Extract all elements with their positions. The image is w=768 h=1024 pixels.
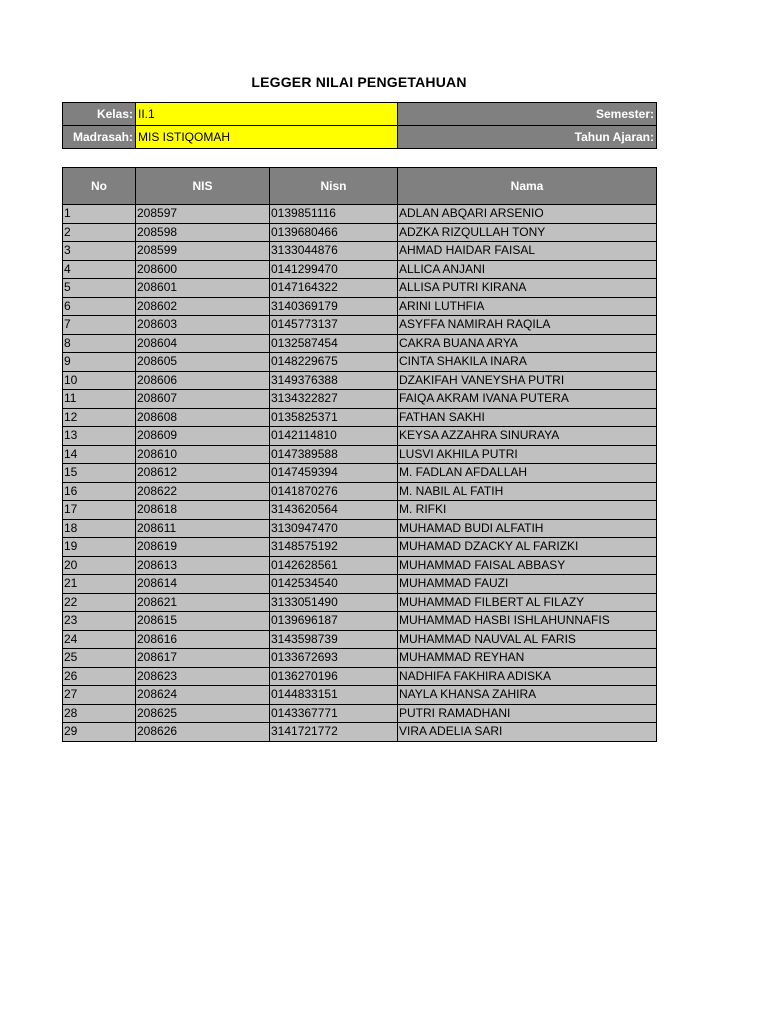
cell-nisn[interactable]: 0141299470 — [270, 260, 398, 279]
cell-nisn[interactable]: 0148229675 — [270, 353, 398, 372]
cell-nis[interactable]: 208616 — [136, 630, 270, 649]
table-row — [63, 593, 657, 612]
table-row — [63, 242, 657, 261]
cell-nisn[interactable]: 0145773137 — [270, 316, 398, 335]
cell-nis[interactable]: 208614 — [136, 575, 270, 594]
table-row — [63, 353, 657, 372]
table-row — [63, 464, 657, 483]
table-row — [63, 630, 657, 649]
cell-nisn[interactable]: 0139696187 — [270, 612, 398, 631]
cell-nis[interactable]: 208603 — [136, 316, 270, 335]
cell-nis[interactable]: 208617 — [136, 649, 270, 668]
cell-no[interactable]: 16 — [63, 482, 136, 501]
cell-nama[interactable]: ADLAN ABQARI ARSENIO — [398, 205, 657, 224]
kelas-row — [63, 103, 657, 126]
cell-nisn[interactable]: 0141870276 — [270, 482, 398, 501]
cell-nisn[interactable]: 0135825371 — [270, 408, 398, 427]
madrasah-label: Madrasah: — [63, 126, 136, 149]
cell-no[interactable]: 26 — [63, 667, 136, 686]
cell-no[interactable]: 27 — [63, 686, 136, 705]
cell-nama[interactable]: AHMAD HAIDAR FAISAL — [398, 242, 657, 261]
table-row — [63, 297, 657, 316]
page-title: LEGGER NILAI PENGETAHUAN — [251, 74, 467, 90]
cell-no[interactable]: 15 — [63, 464, 136, 483]
cell-no[interactable]: 7 — [63, 316, 136, 335]
table-row — [63, 575, 657, 594]
cell-no[interactable]: 19 — [63, 538, 136, 557]
cell-nama[interactable]: ALLISA PUTRI KIRANA — [398, 279, 657, 298]
cell-no[interactable]: 9 — [63, 353, 136, 372]
cell-nisn[interactable]: 3141721772 — [270, 723, 398, 742]
cell-nama[interactable]: MUHAMMAD NAUVAL AL FARIS — [398, 630, 657, 649]
table-row — [63, 519, 657, 538]
madrasah-value[interactable]: MIS ISTIQOMAH — [136, 126, 398, 149]
cell-nama[interactable]: LUSVI AKHILA PUTRI — [398, 445, 657, 464]
table-row — [63, 408, 657, 427]
cell-nama[interactable]: DZAKIFAH VANEYSHA PUTRI — [398, 371, 657, 390]
cell-nisn[interactable]: 0142114810 — [270, 427, 398, 446]
cell-nis[interactable]: 208618 — [136, 501, 270, 520]
info-table — [62, 102, 657, 149]
cell-nisn[interactable]: 0147459394 — [270, 464, 398, 483]
cell-no[interactable]: 11 — [63, 390, 136, 409]
cell-nama[interactable]: MUHAMMAD FAISAL ABBASY — [398, 556, 657, 575]
cell-nis[interactable]: 208623 — [136, 667, 270, 686]
cell-nis[interactable]: 208597 — [136, 205, 270, 224]
cell-no[interactable]: 1 — [63, 205, 136, 224]
table-row — [63, 686, 657, 705]
cell-nis[interactable]: 208601 — [136, 279, 270, 298]
cell-nisn[interactable]: 0132587454 — [270, 334, 398, 353]
cell-nisn[interactable]: 3149376388 — [270, 371, 398, 390]
cell-nama[interactable]: FATHAN SAKHI — [398, 408, 657, 427]
table-row — [63, 501, 657, 520]
cell-nisn[interactable]: 3130947470 — [270, 519, 398, 538]
cell-nis[interactable]: 208626 — [136, 723, 270, 742]
cell-nisn[interactable]: 0142534540 — [270, 575, 398, 594]
cell-nis[interactable]: 208624 — [136, 686, 270, 705]
cell-no[interactable]: 28 — [63, 704, 136, 723]
cell-no[interactable]: 14 — [63, 445, 136, 464]
table-row — [63, 316, 657, 335]
cell-nis[interactable]: 208608 — [136, 408, 270, 427]
cell-no[interactable]: 24 — [63, 630, 136, 649]
cell-nisn[interactable]: 3143620564 — [270, 501, 398, 520]
header-nama: Nama — [398, 168, 657, 205]
cell-no[interactable]: 22 — [63, 593, 136, 612]
cell-nama[interactable]: ASYFFA NAMIRAH RAQILA — [398, 316, 657, 335]
cell-nisn[interactable]: 0139680466 — [270, 223, 398, 242]
cell-nis[interactable]: 208615 — [136, 612, 270, 631]
cell-no[interactable]: 3 — [63, 242, 136, 261]
tahun-ajaran-label: Tahun Ajaran: — [398, 126, 657, 149]
header-nisn: Nisn — [270, 168, 398, 205]
cell-nisn[interactable]: 3143598739 — [270, 630, 398, 649]
table-header-row — [63, 168, 657, 205]
cell-nis[interactable]: 208612 — [136, 464, 270, 483]
table-row — [63, 649, 657, 668]
kelas-label: Kelas: — [63, 103, 136, 126]
table-row — [63, 704, 657, 723]
cell-nis[interactable]: 208604 — [136, 334, 270, 353]
cell-no[interactable]: 4 — [63, 260, 136, 279]
cell-no[interactable]: 18 — [63, 519, 136, 538]
cell-nama[interactable]: PUTRI RAMADHANI — [398, 704, 657, 723]
cell-nama[interactable]: NADHIFA FAKHIRA ADISKA — [398, 667, 657, 686]
cell-nisn[interactable]: 3148575192 — [270, 538, 398, 557]
cell-nama[interactable]: M. RIFKI — [398, 501, 657, 520]
cell-nis[interactable]: 208610 — [136, 445, 270, 464]
table-row — [63, 612, 657, 631]
table-row — [63, 334, 657, 353]
cell-nama[interactable]: M. NABIL AL FATIH — [398, 482, 657, 501]
semester-label: Semester: — [398, 103, 657, 126]
cell-no[interactable]: 17 — [63, 501, 136, 520]
cell-no[interactable]: 29 — [63, 723, 136, 742]
cell-nis[interactable]: 208605 — [136, 353, 270, 372]
cell-no[interactable]: 10 — [63, 371, 136, 390]
header-nis: NIS — [136, 168, 270, 205]
cell-nisn[interactable]: 3133051490 — [270, 593, 398, 612]
cell-no[interactable]: 8 — [63, 334, 136, 353]
cell-nis[interactable]: 208602 — [136, 297, 270, 316]
cell-nis[interactable]: 208622 — [136, 482, 270, 501]
cell-nis[interactable]: 208625 — [136, 704, 270, 723]
table-row — [63, 279, 657, 298]
table-row — [63, 538, 657, 557]
cell-no[interactable]: 2 — [63, 223, 136, 242]
cell-no[interactable]: 5 — [63, 279, 136, 298]
cell-nama[interactable]: NAYLA KHANSA ZAHIRA — [398, 686, 657, 705]
cell-nis[interactable]: 208613 — [136, 556, 270, 575]
cell-nama[interactable]: MUHAMAD BUDI ALFATIH — [398, 519, 657, 538]
table-row — [63, 427, 657, 446]
cell-nisn[interactable]: 0142628561 — [270, 556, 398, 575]
cell-no[interactable]: 21 — [63, 575, 136, 594]
table-row — [63, 482, 657, 501]
cell-nama[interactable]: KEYSA AZZAHRA SINURAYA — [398, 427, 657, 446]
cell-nisn[interactable]: 0136270196 — [270, 667, 398, 686]
cell-no[interactable]: 25 — [63, 649, 136, 668]
header-no: No — [63, 168, 136, 205]
cell-no[interactable]: 20 — [63, 556, 136, 575]
cell-nis[interactable]: 208599 — [136, 242, 270, 261]
cell-nis[interactable]: 208609 — [136, 427, 270, 446]
cell-nisn[interactable]: 0143367771 — [270, 704, 398, 723]
cell-no[interactable]: 23 — [63, 612, 136, 631]
cell-nama[interactable]: MUHAMMAD FILBERT AL FILAZY — [398, 593, 657, 612]
cell-nisn[interactable]: 0147164322 — [270, 279, 398, 298]
cell-nama[interactable]: MUHAMAD DZACKY AL FARIZKI — [398, 538, 657, 557]
cell-nama[interactable]: VIRA ADELIA SARI — [398, 723, 657, 742]
cell-no[interactable]: 13 — [63, 427, 136, 446]
cell-nis[interactable]: 208621 — [136, 593, 270, 612]
cell-nisn[interactable]: 0133672693 — [270, 649, 398, 668]
cell-nama[interactable]: M. FADLAN AFDALLAH — [398, 464, 657, 483]
cell-nisn[interactable]: 3140369179 — [270, 297, 398, 316]
table-row — [63, 390, 657, 409]
table-row — [63, 723, 657, 742]
cell-nama[interactable]: MUHAMMAD HASBI ISHLAHUNNAFIS — [398, 612, 657, 631]
table-row — [63, 667, 657, 686]
madrasah-row — [63, 126, 657, 149]
table-row — [63, 556, 657, 575]
cell-no[interactable]: 12 — [63, 408, 136, 427]
cell-nama[interactable]: CINTA SHAKILA INARA — [398, 353, 657, 372]
cell-nis[interactable]: 208611 — [136, 519, 270, 538]
cell-nis[interactable]: 208598 — [136, 223, 270, 242]
cell-nis[interactable]: 208600 — [136, 260, 270, 279]
table-row — [63, 260, 657, 279]
cell-nisn[interactable]: 0144833151 — [270, 686, 398, 705]
cell-nisn[interactable]: 0139851116 — [270, 205, 398, 224]
cell-nisn[interactable]: 0147389588 — [270, 445, 398, 464]
kelas-value[interactable]: II.1 — [136, 103, 398, 126]
cell-nis[interactable]: 208619 — [136, 538, 270, 557]
cell-no[interactable]: 6 — [63, 297, 136, 316]
cell-nama[interactable]: ALLICA ANJANI — [398, 260, 657, 279]
cell-nis[interactable]: 208606 — [136, 371, 270, 390]
cell-nisn[interactable]: 3134322827 — [270, 390, 398, 409]
table-row — [63, 445, 657, 464]
cell-nama[interactable]: FAIQA AKRAM IVANA PUTERA — [398, 390, 657, 409]
cell-nisn[interactable]: 3133044876 — [270, 242, 398, 261]
table-row — [63, 205, 657, 224]
cell-nama[interactable]: MUHAMMAD FAUZI — [398, 575, 657, 594]
cell-nama[interactable]: MUHAMMAD REYHAN — [398, 649, 657, 668]
cell-nama[interactable]: ARINI LUTHFIA — [398, 297, 657, 316]
table-row — [63, 371, 657, 390]
cell-nama[interactable]: CAKRA BUANA ARYA — [398, 334, 657, 353]
cell-nama[interactable]: ADZKA RIZQULLAH TONY — [398, 223, 657, 242]
table-row — [63, 223, 657, 242]
cell-nis[interactable]: 208607 — [136, 390, 270, 409]
student-table — [62, 167, 657, 742]
